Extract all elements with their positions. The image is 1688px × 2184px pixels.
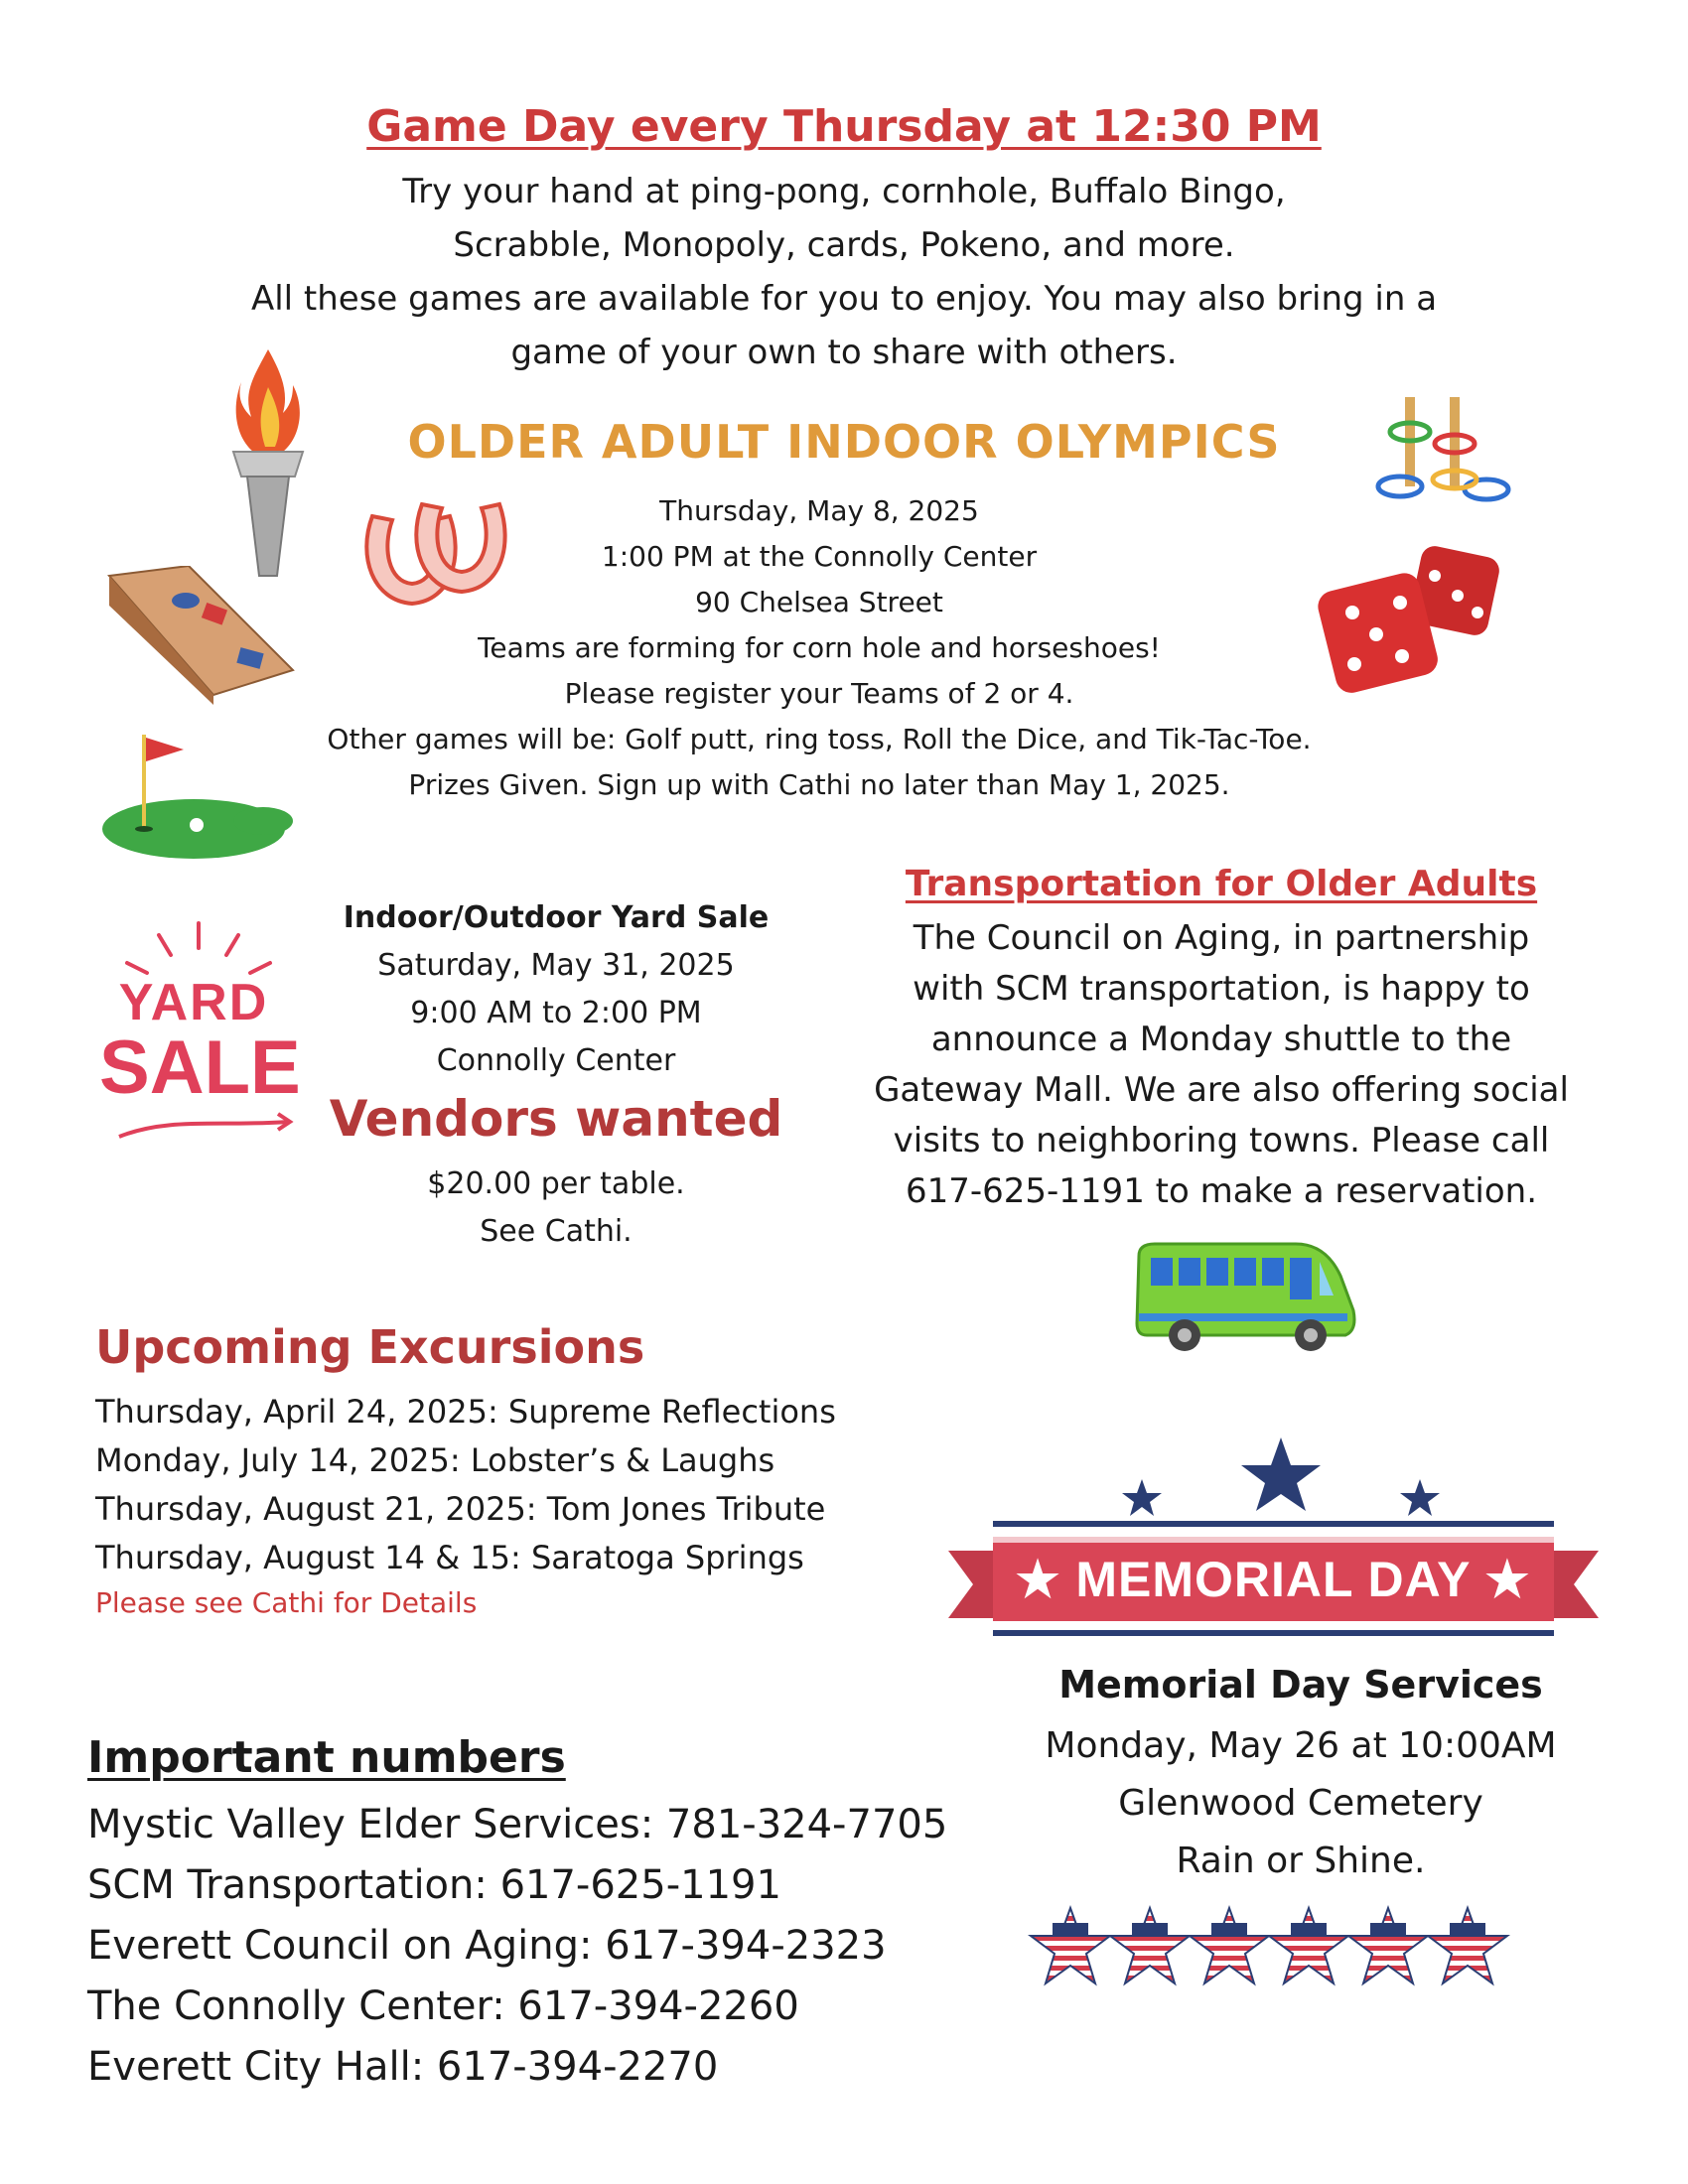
memorial-line: Rain or Shine. [1176, 1841, 1426, 1881]
excursions-title: Upcoming Excursions [95, 1320, 645, 1374]
phone-number-item: SCM Transportation: 617-625-1191 [87, 1862, 781, 1908]
transportation-line: The Council on Aging, in partnership [913, 918, 1530, 958]
olympics-line: Please register your Teams of 2 or 4. [564, 677, 1074, 710]
excursion-item: Thursday, August 14 & 15: Saratoga Springs [95, 1539, 804, 1576]
game-day-line: All these games are available for you to enjoy. You may also bring in a [250, 279, 1438, 319]
memorial-line: Monday, May 26 at 10:00AM [1045, 1725, 1557, 1766]
transportation-line: Gateway Mall. We are also offering social [874, 1070, 1569, 1110]
phone-number-item: Everett City Hall: 617-394-2270 [87, 2044, 719, 2090]
olympics-line: 90 Chelsea Street [695, 586, 943, 618]
memorial-day-banner [943, 1430, 1604, 1658]
game-day-line: Scrabble, Monopoly, cards, Pokeno, and more. [453, 225, 1235, 265]
game-day-line: game of your own to share with others. [510, 333, 1178, 372]
transportation-line: visits to neighboring towns. Please call [893, 1121, 1550, 1160]
excursion-item: Thursday, April 24, 2025: Supreme Reflections [95, 1393, 836, 1431]
star-icon [1190, 1908, 1269, 1983]
yard-sale-time: 9:00 AM to 2:00 PM [410, 996, 702, 1030]
star-icon [1348, 1908, 1428, 1983]
golf-icon [99, 730, 298, 864]
yard-sale-logo-bottom: SALE [99, 1025, 301, 1110]
star-icon [1031, 1908, 1110, 1983]
olympics-title: OLDER ADULT INDOOR OLYMPICS [407, 415, 1281, 469]
ring-toss-icon [1375, 392, 1519, 506]
memorial-services-title: Memorial Day Services [1058, 1663, 1543, 1706]
olympics-line: Teams are forming for corn hole and horseshoes! [478, 631, 1161, 664]
vendors-wanted: Vendors wanted [329, 1090, 783, 1148]
olympics-line: Thursday, May 8, 2025 [659, 494, 979, 527]
star-icon [1269, 1908, 1348, 1983]
important-numbers-title: Important numbers [87, 1732, 566, 1783]
dice-icon [1311, 541, 1509, 700]
bus-icon [1127, 1236, 1365, 1360]
memorial-banner-text: ★ MEMORIAL DAY ★ [1015, 1552, 1531, 1607]
yard-sale-title: Indoor/Outdoor Yard Sale [343, 900, 770, 935]
olympics-line: Other games will be: Golf putt, ring toss, Roll the Dice, and Tik-Tac-Toe. [327, 723, 1312, 755]
yard-sale-place: Connolly Center [436, 1043, 676, 1078]
phone-number-item: Mystic Valley Elder Services: 781-324-7705 [87, 1802, 948, 1847]
game-day-title: Game Day every Thursday at 12:30 PM [366, 101, 1322, 152]
yard-sale-date: Saturday, May 31, 2025 [377, 948, 735, 983]
excursions-note: Please see Cathi for Details [95, 1586, 478, 1619]
excursion-item: Thursday, August 21, 2025: Tom Jones Tribute [95, 1490, 826, 1528]
excursion-item: Monday, July 14, 2025: Lobster’s & Laughs [95, 1441, 775, 1479]
star-icon [1428, 1908, 1507, 1983]
memorial-line: Glenwood Cemetery [1118, 1783, 1483, 1824]
transportation-line: 617-625-1191 to make a reservation. [905, 1171, 1538, 1211]
star-icon [1110, 1908, 1190, 1983]
cornhole-icon [104, 566, 298, 705]
olympics-line: Prizes Given. Sign up with Cathi no later than May 1, 2025. [408, 768, 1230, 801]
yard-sale-price: $20.00 per table. [427, 1166, 685, 1201]
game-day-line: Try your hand at ping-pong, cornhole, Buffalo Bingo, [402, 172, 1286, 211]
phone-number-item: Everett Council on Aging: 617-394-2323 [87, 1923, 887, 1969]
yard-sale-contact: See Cathi. [480, 1214, 633, 1249]
olympics-line: 1:00 PM at the Connolly Center [601, 540, 1038, 573]
transportation-title: Transportation for Older Adults [905, 864, 1538, 904]
transportation-line: with SCM transportation, is happy to [913, 969, 1530, 1009]
horseshoe-icon [352, 486, 526, 615]
yard-sale-logo [99, 913, 301, 1152]
transportation-line: announce a Monday shuttle to the [930, 1020, 1512, 1059]
torch-icon [223, 338, 313, 586]
patriotic-stars-icon [1028, 1901, 1514, 1990]
yard-sale-logo-top: YARD [118, 974, 269, 1031]
phone-number-item: The Connolly Center: 617-394-2260 [87, 1983, 799, 2029]
